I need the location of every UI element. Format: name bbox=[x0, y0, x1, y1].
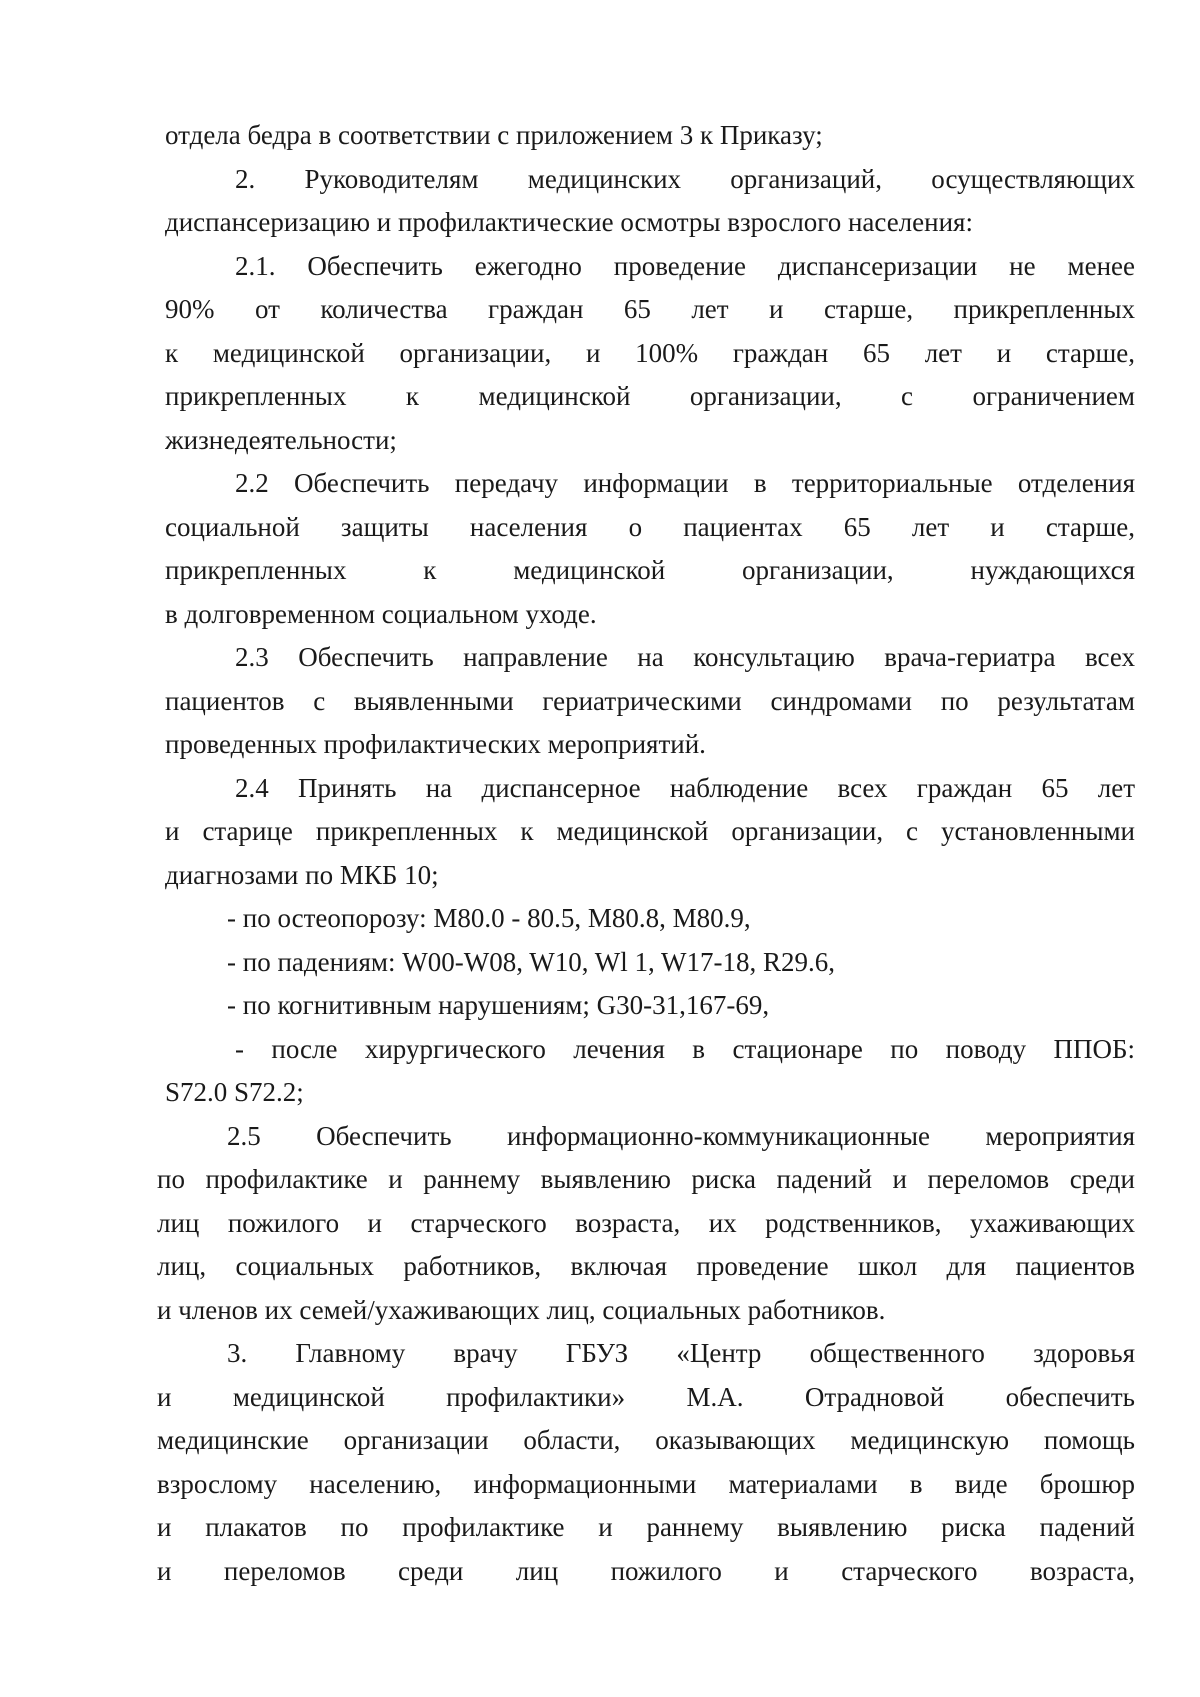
text-line: 2.3 Обеспечить направление на консультацию врача-гериатра всех bbox=[235, 642, 1135, 672]
text-line: 2.1. Обеспечить ежегодно проведение диспансеризации не менее bbox=[235, 250, 1135, 281]
text-line: 3. Главному врачу ГБУЗ «Центр общественного здоровья bbox=[227, 1338, 1135, 1368]
text-line: диагнозами по МКБ 10; bbox=[165, 859, 439, 890]
document-body bbox=[157, 114, 1135, 1593]
text-line: - после хирургического лечения в стационаре по поводу ППОБ: bbox=[235, 1033, 1135, 1064]
text-line: - по когнитивным нарушениям; G30-31,167-69, bbox=[227, 990, 770, 1020]
text-line: 2. Руководителям медицинских организаций, осуществляющих bbox=[235, 163, 1135, 194]
text-line: взрослому населению, информационными материалами в виде брошюр bbox=[157, 1468, 1135, 1499]
text-line: отдела бедра в соответствии с приложением 3 к Приказу; bbox=[165, 120, 823, 150]
text-line: и медицинской профилактики» М.А. Отрадновой обеспечить bbox=[157, 1381, 1135, 1412]
text-line: прикрепленных к медицинской организации, с ограничением bbox=[165, 381, 1135, 411]
text-line: 2.4 Принять на диспансерное наблюдение всех граждан 65 лет bbox=[235, 772, 1135, 803]
text-line: - по падениям: W00-W08, W10, Wl 1, W17-18, R29.6, bbox=[227, 946, 835, 977]
text-line: социальной защиты населения о пациентах 65 лет и старше, bbox=[165, 511, 1135, 542]
text-line: диспансеризацию и профилактические осмотры взрослого населения: bbox=[165, 207, 973, 237]
text-line: 2.2 Обеспечить передачу информации в территориальные отделения bbox=[235, 468, 1135, 498]
text-line: и членов их семей/ухаживающих лиц, социальных работников. bbox=[157, 1294, 886, 1325]
text-block-b bbox=[157, 1115, 1135, 1594]
text-line: S72.0 S72.2; bbox=[165, 1077, 304, 1107]
text-line: медицинские организации области, оказывающих медицинскую помощь bbox=[157, 1425, 1135, 1455]
text-line: в долговременном социальном уходе. bbox=[165, 598, 597, 629]
text-line: пациентов с выявленными гериатрическими синдромами по результатам bbox=[165, 685, 1135, 716]
text-line: 2.5 Обеспечить информационно-коммуникационные мероприятия bbox=[227, 1120, 1135, 1151]
text-line: проведенных профилактических мероприятий. bbox=[165, 729, 706, 759]
text-line: и плакатов по профилактике и раннему выявлению риска падений bbox=[157, 1512, 1135, 1542]
text-line: жизнедеятельности; bbox=[165, 424, 397, 455]
text-block-a bbox=[165, 114, 1135, 1115]
text-line: и переломов среди лиц пожилого и старческого возраста, bbox=[157, 1555, 1135, 1586]
text-line: по профилактике и раннему выявлению риска падений и переломов среди bbox=[157, 1164, 1135, 1194]
text-line: - по остеопорозу: M80.0 - 80.5, M80.8, M80.9, bbox=[227, 903, 751, 933]
text-line: лиц пожилого и старческого возраста, их родственников, ухаживающих bbox=[157, 1207, 1135, 1238]
text-line: к медицинской организации, и 100% граждан 65 лет и старше, bbox=[165, 337, 1135, 368]
text-line: 90% от количества граждан 65 лет и старше, прикрепленных bbox=[165, 294, 1135, 324]
text-line: и старице прикрепленных к медицинской организации, с установленными bbox=[165, 816, 1135, 846]
text-line: прикрепленных к медицинской организации, нуждающихся bbox=[165, 555, 1135, 585]
text-line: лиц, социальных работников, включая проведение школ для пациентов bbox=[157, 1251, 1135, 1281]
